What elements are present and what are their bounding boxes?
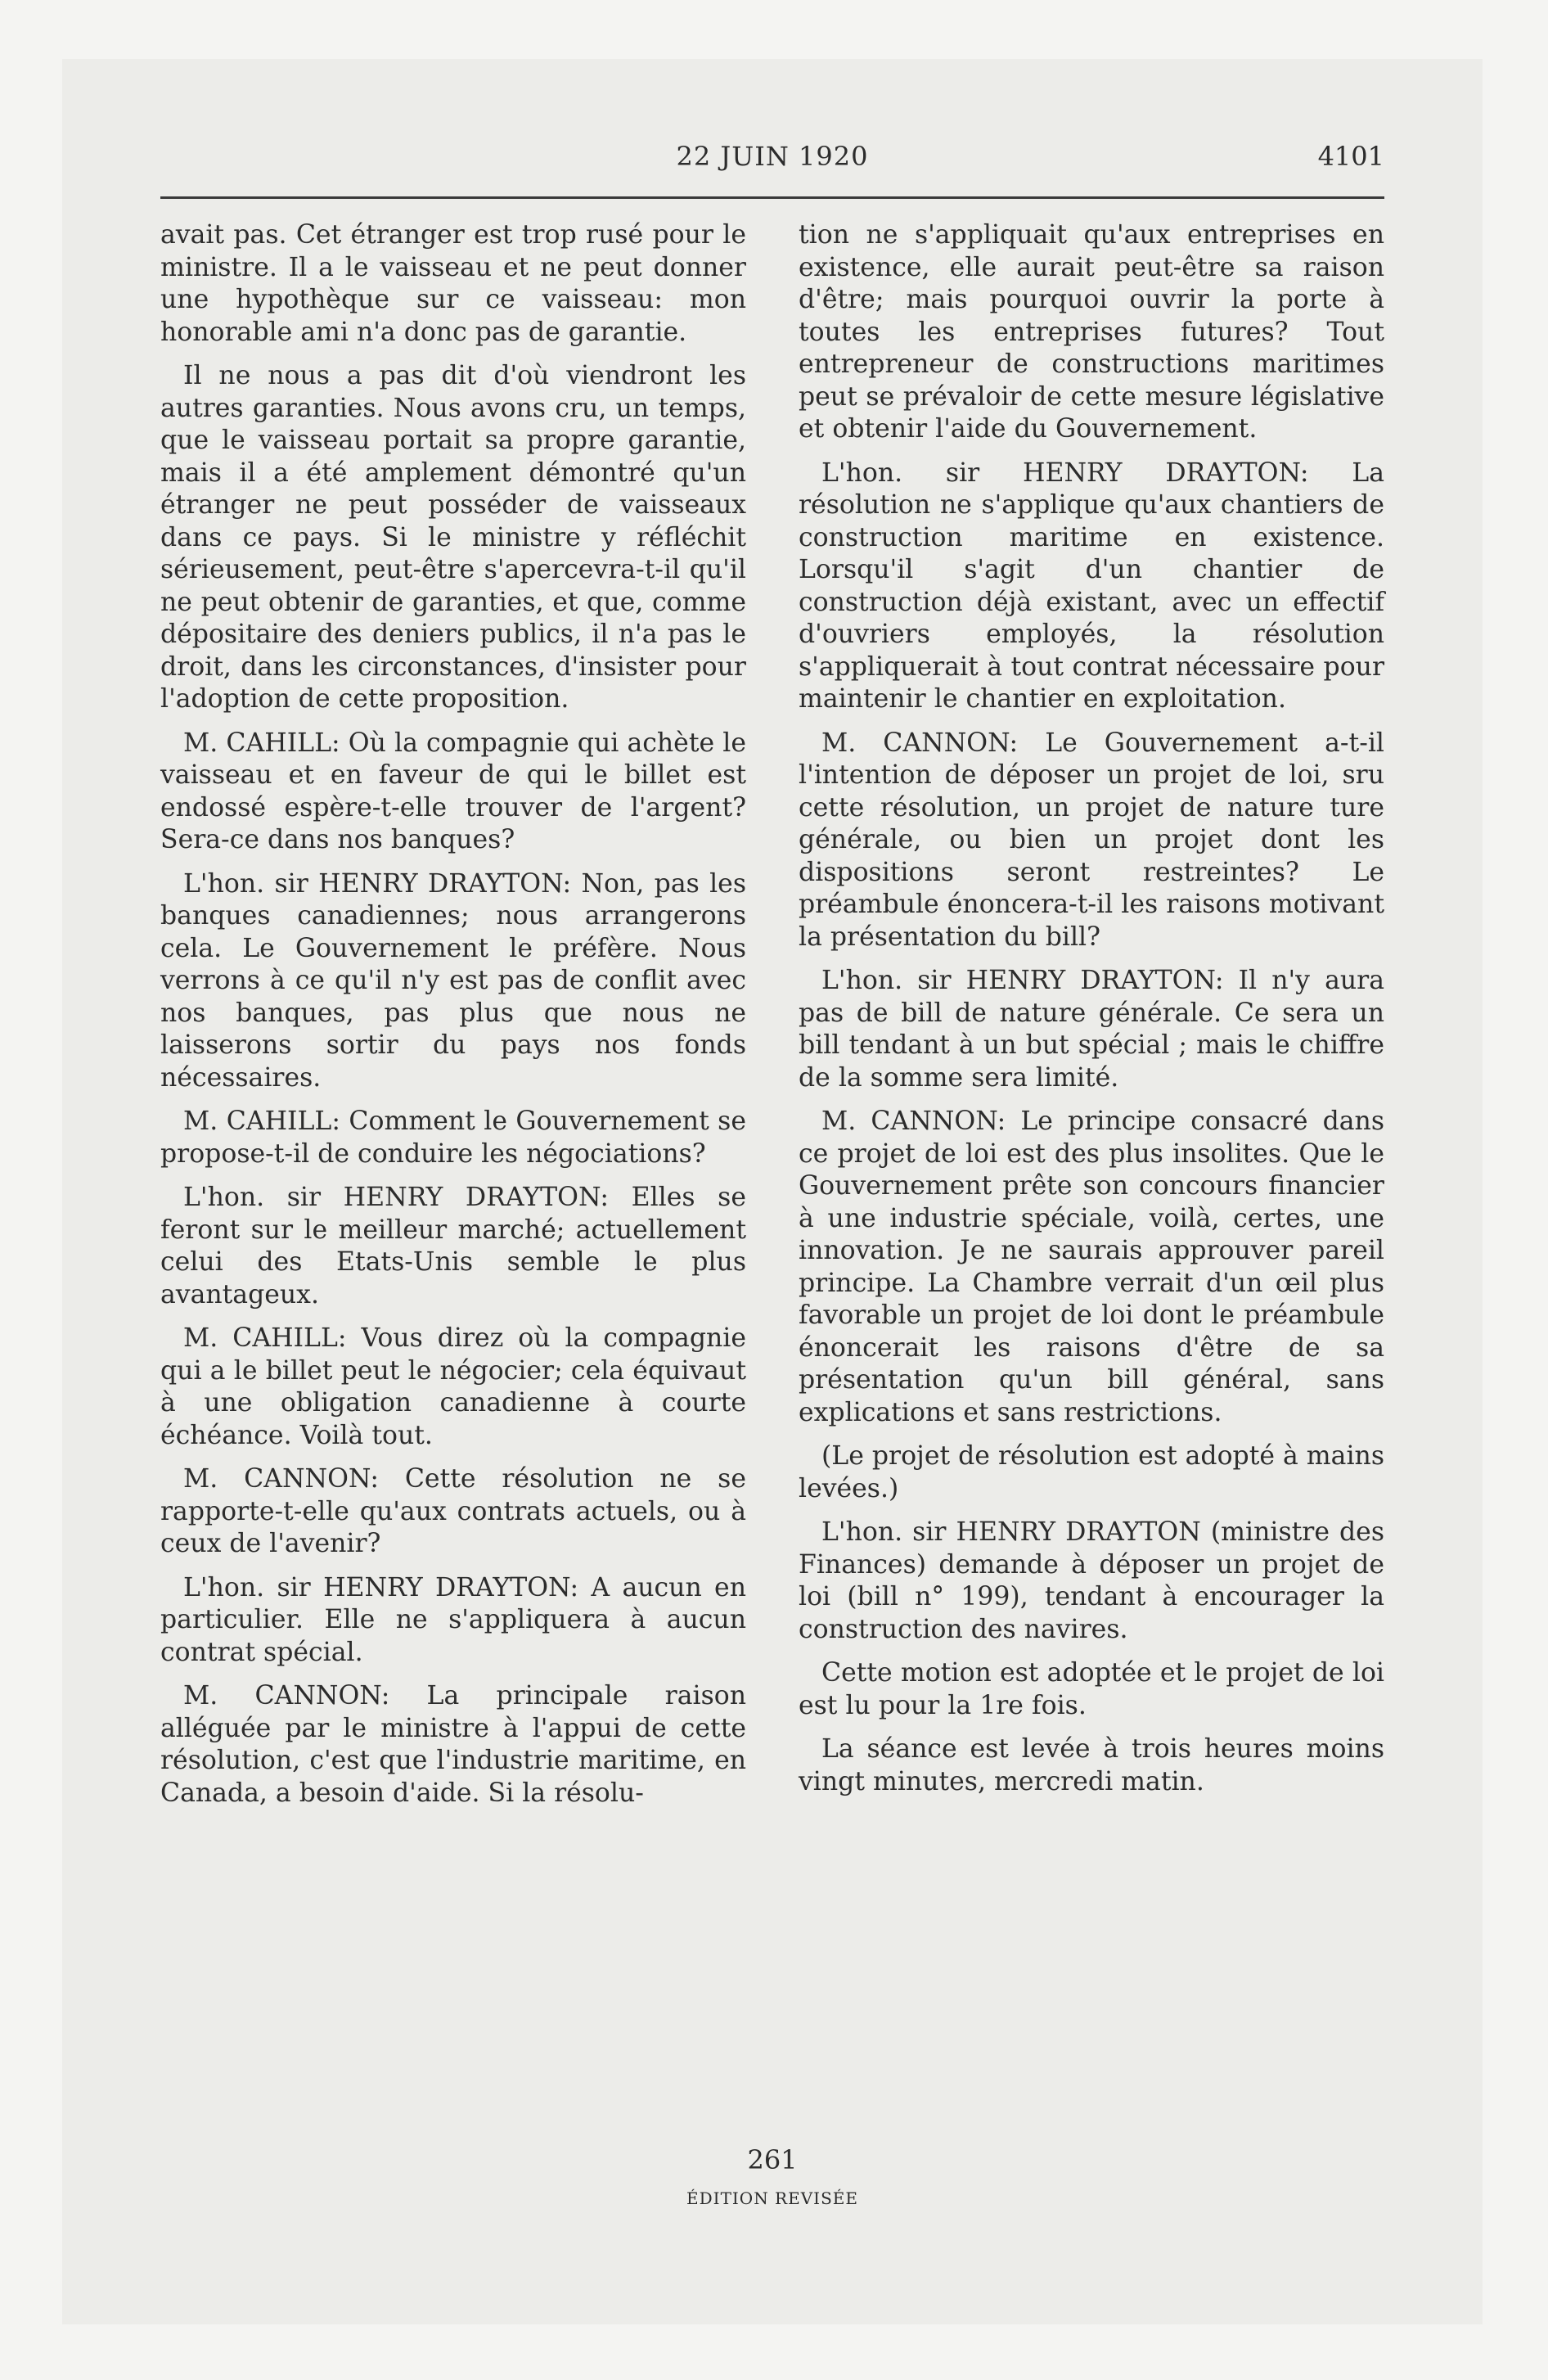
paragraph: M. CANNON: La principale raison alléguée par le ministre à l'appui de cette résolution, c'est que l'industrie maritime, en Canada, a besoin d'aide. Si la résolu- <box>160 1681 746 1808</box>
paragraph: L'hon. sir HENRY DRAYTON (ministre des Finances) demande à déposer un projet de loi (bill n° 199), tendant à encourager la construction des navires. <box>799 1517 1384 1644</box>
paragraph: Il ne nous a pas dit d'où viendront les autres garanties. Nous avons cru, un temps, que le vaisseau portait sa propre garantie, mais il a été amplement démontré qu'un étranger ne peut posséder de vaisseaux dans ce pays. Si le ministre y réfléchit sérieusement, peut-être s'apercevra-t-il qu'il ne peut obtenir de garanties, et que, comme dépositaire des deniers publics, il n'a pas le droit, dans les circonstances, d'insister pour l'adoption de cette proposition. <box>160 361 746 714</box>
paragraph: Cette motion est adoptée et le projet de loi est lu pour la 1re fois. <box>799 1658 1384 1720</box>
paragraph: (Le projet de résolution est adopté à mains levées.) <box>799 1441 1384 1503</box>
paragraph: M. CAHILL: Comment le Gouvernement se propose-t-il de conduire les négociations? <box>160 1107 746 1169</box>
paragraph: L'hon. sir HENRY DRAYTON: A aucun en particulier. Elle ne s'appliquera à aucun contrat spécial. <box>160 1572 746 1667</box>
paragraph: La séance est levée à trois heures moins vingt minutes, mercredi matin. <box>799 1734 1384 1796</box>
page-footer <box>62 2144 1483 2208</box>
edition-label: ÉDITION REVISÉE <box>686 2188 858 2208</box>
paragraph: L'hon. sir HENRY DRAYTON: La résolution ne s'applique qu'aux chantiers de construction maritime en existence. Lorsqu'il s'agit d'un chantier de construction déjà existant, avec un effectif d'ouvriers employés, la résolution s'appliquerait à tout contrat nécessaire pour maintenir le chantier en exploitation. <box>799 458 1384 714</box>
folio-number: 261 <box>747 2144 798 2175</box>
paragraph: M. CANNON: Le principe consacré dans ce projet de loi est des plus insolites. Que le Gouvernement prête son concours financier à une industrie spéciale, voilà, certes, une innovation. Je ne saurais approuver pareil principe. La Chambre verrait d'un œil plus favorable un projet de loi dont le préambule énoncerait les raisons d'être de sa présentation qu'un bill général, sans explications et sans restrictions. <box>799 1107 1384 1427</box>
paragraph: M. CAHILL: Vous direz où la compagnie qui a le billet peut le négocier; cela équivaut à une obligation canadienne à courte échéance. Voilà tout. <box>160 1323 746 1450</box>
page-header <box>160 141 1384 182</box>
document-page <box>62 59 1483 2324</box>
paragraph: L'hon. sir HENRY DRAYTON: Non, pas les banques canadiennes; nous arrangerons cela. Le Gouvernement le préfère. Nous verrons à ce qu'il n'y est pas de conflit avec nos banques, pas plus que nous ne laisserons sortir du pays nos fonds nécessaires. <box>160 868 746 1093</box>
paragraph: M. CANNON: Le Gouvernement a-t-il l'intention de déposer un projet de loi, sru cette résolution, un projet de nature ture générale, ou bien un projet dont les dispositions seront restreintes? Le préambule énoncera-t-il les raisons motivant la présentation du bill? <box>799 728 1384 952</box>
paragraph: L'hon. sir HENRY DRAYTON: Il n'y aura pas de bill de nature générale. Ce sera un bill tendant à un but spécial ; mais le chiffre de la somme sera limité. <box>799 966 1384 1093</box>
paragraph: L'hon. sir HENRY DRAYTON: Elles se feront sur le meilleur marché; actuellement celui des Etats-Unis semble le plus avantageux. <box>160 1183 746 1309</box>
right-column <box>799 219 1384 1810</box>
left-column <box>160 219 746 1821</box>
paragraph: tion ne s'appliquait qu'aux entreprises en existence, elle aurait peut-être sa raison d'être; mais pourquoi ouvrir la porte à toutes les entreprises futures? Tout entrepreneur de constructions maritimes peut se prévaloir de cette mesure législative et obtenir l'aide du Gouvernement. <box>799 220 1384 444</box>
header-page-number: 4101 <box>1317 141 1384 172</box>
header-rule <box>160 196 1384 199</box>
paragraph: M. CAHILL: Où la compagnie qui achète le vaisseau et en faveur de qui le billet est endossé espère-t-elle trouver de l'argent? Sera-ce dans nos banques? <box>160 728 746 854</box>
paragraph: M. CANNON: Cette résolution ne se rapporte-t-elle qu'aux contrats actuels, ou à ceux de l'avenir? <box>160 1464 746 1558</box>
paragraph: avait pas. Cet étranger est trop rusé pour le ministre. Il a le vaisseau et ne peut donner une hypothèque sur ce vaisseau: mon honorable ami n'a donc pas de garantie. <box>160 220 746 347</box>
header-date: 22 JUIN 1920 <box>676 141 869 172</box>
